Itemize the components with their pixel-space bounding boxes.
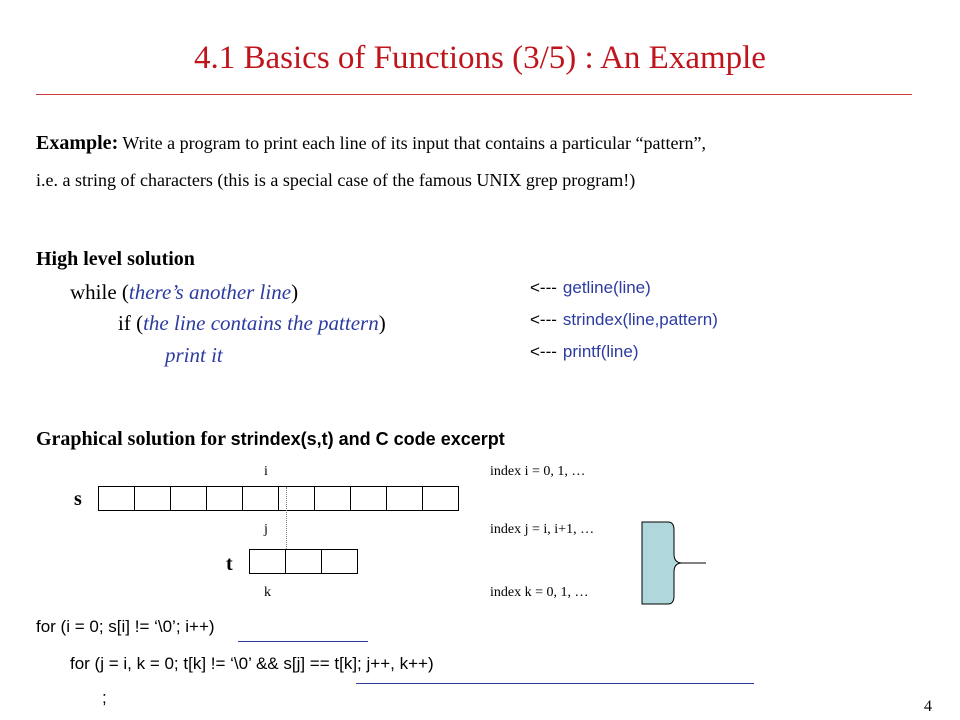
- index-k-caption: index k = 0, 1, …: [490, 585, 589, 600]
- arrow-fn-strindex: strindex(line,pattern): [562, 310, 718, 329]
- pseudo-while-end: ): [291, 280, 299, 304]
- graphical-code: strindex(s,t) and C code excerpt: [230, 429, 505, 449]
- array-s: [98, 486, 459, 511]
- array-t-cell: [285, 549, 322, 574]
- title-divider: [36, 94, 912, 95]
- pseudo-if-end: ): [378, 311, 386, 335]
- arrow-fn-printf: printf(line): [562, 342, 639, 361]
- pseudocode-print: [165, 343, 223, 368]
- example-text-1: Write a program to print each line of its input that contains a particular “pattern”,: [118, 133, 706, 153]
- index-i-caption: index i = 0, 1, …: [490, 464, 586, 479]
- example-colon: :: [111, 132, 119, 154]
- brace-path: [642, 522, 706, 604]
- array-s-cell: [278, 486, 315, 511]
- pseudo-if-cond: the line contains the pattern: [143, 311, 379, 335]
- alignment-dotted-line: [286, 487, 287, 549]
- code-underline-2: [356, 683, 754, 684]
- arrow-prefix: <---: [530, 310, 557, 329]
- graphical-heading: [36, 428, 505, 451]
- array-t-cell: [321, 549, 358, 574]
- array-s-cell: [422, 486, 459, 511]
- code-line-inner-loop: for (j = i, k = 0; t[k] != ‘\0’ && s[j] == t[k]; j++, k++): [70, 654, 434, 673]
- pseudo-print: print it: [165, 343, 223, 367]
- array-s-label: s: [74, 488, 82, 510]
- code-line-empty-stmt: ;: [102, 688, 107, 707]
- array-s-cell: [242, 486, 279, 511]
- array-s-cell: [314, 486, 351, 511]
- code-line-outer-loop: for (i = 0; s[i] != ‘\0’; i++): [36, 617, 215, 636]
- array-s-cell: [206, 486, 243, 511]
- arrow-strindex: [530, 310, 718, 330]
- arrow-getline: [530, 278, 651, 298]
- array-s-cell: [134, 486, 171, 511]
- brace-shape: [640, 520, 710, 606]
- array-t: [249, 549, 358, 574]
- arrow-fn-getline: getline(line): [562, 278, 651, 297]
- example-line-2: i.e. a string of characters (this is a special case of the famous UNIX grep program!): [36, 170, 636, 190]
- array-t-cell: [249, 549, 286, 574]
- array-s-cell: [386, 486, 423, 511]
- slide-title: 4.1 Basics of Functions (3/5) : An Example: [194, 40, 766, 76]
- page-number: 4: [924, 698, 932, 715]
- array-t-label: t: [226, 553, 233, 575]
- array-s-cell: [98, 486, 135, 511]
- array-s-cell: [170, 486, 207, 511]
- arrow-prefix: <---: [530, 342, 557, 361]
- pseudocode-if: [118, 311, 386, 336]
- pseudo-while-kw: while (: [70, 280, 129, 304]
- index-i-marker: i: [264, 464, 268, 479]
- index-j-marker: j: [264, 522, 268, 537]
- index-k-marker: k: [264, 585, 271, 600]
- arrow-prefix: <---: [530, 278, 557, 297]
- example-label: Example: [36, 132, 112, 154]
- pseudocode-while: [70, 280, 298, 305]
- pseudo-while-cond: there’s another line: [128, 280, 292, 304]
- arrow-printf: [530, 342, 639, 362]
- array-s-cell: [350, 486, 387, 511]
- pseudo-if-kw: if (: [118, 311, 144, 335]
- graphical-prefix: Graphical solution for: [36, 428, 231, 450]
- high-level-heading: High level solution: [36, 248, 195, 270]
- index-j-caption: index j = i, i+1, …: [490, 522, 595, 537]
- example-line-1: [36, 132, 706, 155]
- code-underline-1: [238, 641, 368, 642]
